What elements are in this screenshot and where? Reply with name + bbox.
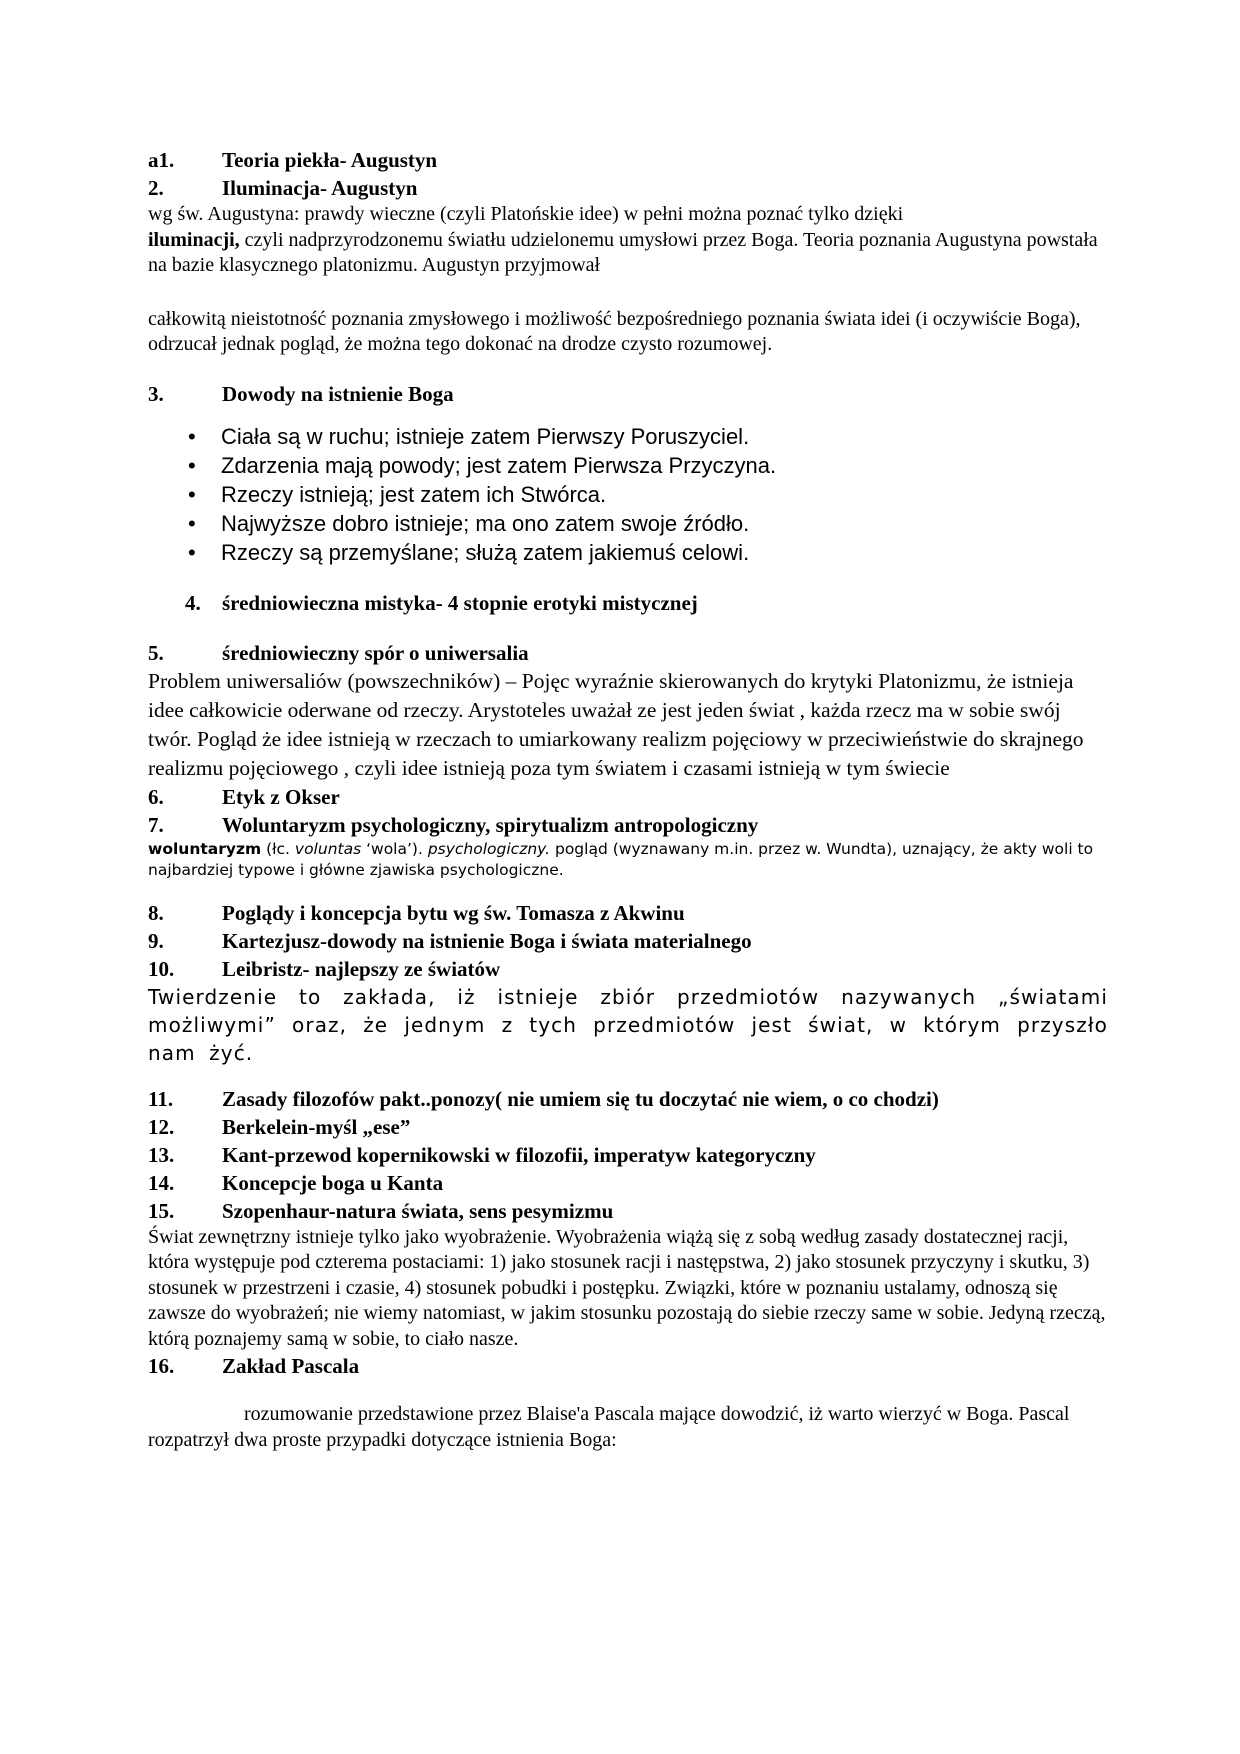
- heading-number: 8.: [148, 900, 164, 925]
- list-item: • Rzeczy są przemyślane; służą zatem jakiemuś celowi.: [188, 538, 1108, 567]
- heading-13: [148, 1141, 1108, 1169]
- paragraph-pascal: rozumowanie przedstawione przez Blaise'a Pascala mające dowodzić, iż warto wierzyć w Boga. Pascal rozpatrzył dwa proste przypadki dotyczące istnienia Boga:: [148, 1403, 1070, 1451]
- heading-15: [148, 1197, 1108, 1225]
- heading-number: 16.: [148, 1354, 175, 1378]
- heading-title: średniowieczna mistyka- 4 stopnie erotyki mistycznej: [222, 590, 698, 615]
- dowody-list: [148, 422, 1108, 567]
- bold-term: woluntaryzm: [148, 839, 262, 858]
- paragraph-text: pogląd (wyznawany m.in. przez w. Wundta), uznający, że akty woli to najbardziej typowe i główne zjawiska psychologiczne.: [148, 839, 1094, 879]
- heading-title: Zakład Pascala: [222, 1354, 360, 1378]
- heading-number: a1.: [148, 148, 175, 172]
- heading-title: Dowody na istnienie Boga: [222, 381, 454, 406]
- italic-term: voluntas: [294, 839, 362, 858]
- heading-title: Teoria piekła- Augustyn: [222, 148, 438, 172]
- heading-number: 15.: [148, 1198, 175, 1223]
- heading-2: [148, 174, 1108, 202]
- heading-number: 7.: [148, 812, 164, 837]
- paragraph-uniwersalia: Problem uniwersaliów (powszechników) – Pojęc wyraźnie skierowanych do krytyki Platonizmu, że istnieja idee całkowicie oderwane od rzeczy. Arystoteles uważał ze jest jeden świat , każda rzecz ma w sobie swój twór. Pogląd że idee istnieją w rzeczach to umiarkowany realizm pojęciowy w przeciwieństwie do skrajnego realizmu pojęciowego , czyli idee istnieją poza tym światem i czasami istnieją w tym świecie: [148, 668, 1084, 780]
- paragraph-iluminacja-c: całkowitą nieistotność poznania zmysłowego i możliwość bezpośredniego poznania świata idei (i oczywiście Boga), odrzucał jednak pogląd, że można tego dokonać na drodze czysto rozumowej.: [148, 307, 1081, 355]
- heading-16: [148, 1352, 1108, 1380]
- heading-title: Szopenhaur-natura świata, sens pesymizmu: [222, 1198, 614, 1223]
- heading-number: 13.: [148, 1142, 175, 1167]
- heading-title: Leibristz- najlepszy ze światów: [222, 956, 501, 981]
- paragraph-leibniz: Twierdzenie to zakłada, iż istnieje zbiór przedmiotów nazywanych „światami możliwymi” oraz, że jednym z tych przedmiotów jest świat, w którym przyszło nam żyć.: [148, 984, 1108, 1065]
- heading-title: Etyk z Okser: [222, 784, 340, 809]
- heading-title: Zasady filozofów pakt..ponozy( nie umiem się tu doczytać nie wiem, o co chodzi): [222, 1086, 939, 1111]
- list-item: • Najwyższe dobro istnieje; ma ono zatem swoje źródło.: [188, 509, 1108, 538]
- heading-title: Kant-przewod kopernikowski w filozofii, imperatyw kategoryczny: [222, 1142, 816, 1167]
- heading-title: Berkelein-myśl „ese”: [222, 1114, 411, 1139]
- paragraph-text: ‘wola’).: [361, 839, 428, 858]
- heading-number: 12.: [148, 1114, 175, 1139]
- heading-number: 11.: [148, 1086, 174, 1111]
- italic-term: psychologiczny.: [427, 839, 551, 858]
- heading-8: [148, 899, 1108, 927]
- heading-5: [148, 639, 1108, 667]
- heading-11: [148, 1085, 1108, 1113]
- list-item: • Ciała są w ruchu; istnieje zatem Pierwszy Poruszyciel.: [188, 422, 1108, 451]
- paragraph-iluminacja-b: [148, 228, 1108, 279]
- paragraph-text: (łc.: [261, 839, 295, 858]
- heading-9: [148, 927, 1108, 955]
- heading-number: 4.: [185, 590, 201, 615]
- heading-number: 14.: [148, 1170, 175, 1195]
- heading-number: 2.: [148, 176, 164, 200]
- heading-title: Iluminacja- Augustyn: [222, 176, 418, 200]
- list-item: • Rzeczy istnieją; jest zatem ich Stwórca.: [188, 480, 1108, 509]
- bold-term: iluminacji,: [148, 228, 240, 251]
- heading-title: Koncepcje boga u Kanta: [222, 1170, 444, 1195]
- document-page: [148, 146, 1108, 1453]
- list-item: • Zdarzenia mają powody; jest zatem Pierwsza Przyczyna.: [188, 451, 1108, 480]
- heading-12: [148, 1113, 1108, 1141]
- heading-number: 9.: [148, 928, 164, 953]
- heading-title: Kartezjusz-dowody na istnienie Boga i świata materialnego: [222, 928, 752, 953]
- paragraph-text: czyli nadprzyrodzonemu światłu udzielonemu umysłowi przez Boga. Teoria poznania Augustyna powstała na bazie klasycznego platonizmu. Augustyn przyjmował: [148, 228, 1098, 276]
- heading-title: Poglądy i koncepcja bytu wg św. Tomasza z Akwinu: [222, 900, 685, 925]
- paragraph-woluntaryzm: [148, 839, 1108, 881]
- heading-4: [185, 589, 1108, 617]
- heading-7: [148, 811, 1108, 839]
- heading-title: Woluntaryzm psychologiczny, spirytualizm antropologiczny: [222, 812, 759, 837]
- heading-10: [148, 955, 1108, 983]
- heading-1: [148, 146, 1108, 174]
- paragraph-schopenhauer: Świat zewnętrzny istnieje tylko jako wyobrażenie. Wyobrażenia wiążą się z sobą według zasady dostatecznej racji, która występuje pod czterema postaciami: 1) jako stosunek racji i następstwa, 2) jako stosunek przyczyny i skutku, 3) stosunek w przestrzeni i czasie, 4) stosunek pobudki i postępku. Związki, które w poznaniu ustalamy, odnoszą się zawsze do wyobrażeń; nie wiemy natomiast, w jakim stosunku pozostają do siebie rzeczy same w sobie. Jedyną rzeczą, którą poznajemy samą w sobie, to ciało nasze.: [148, 1225, 1106, 1350]
- heading-14: [148, 1169, 1108, 1197]
- heading-title: średniowieczny spór o uniwersalia: [222, 640, 529, 665]
- heading-number: 6.: [148, 784, 164, 809]
- heading-number: 3.: [148, 381, 164, 406]
- heading-6: [148, 783, 1108, 811]
- heading-number: 5.: [148, 640, 164, 665]
- paragraph-iluminacja-a: wg św. Augustyna: prawdy wieczne (czyli Platońskie idee) w pełni można poznać tylko dzięki: [148, 203, 904, 225]
- heading-3: [148, 380, 1108, 408]
- heading-number: 10.: [148, 956, 175, 981]
